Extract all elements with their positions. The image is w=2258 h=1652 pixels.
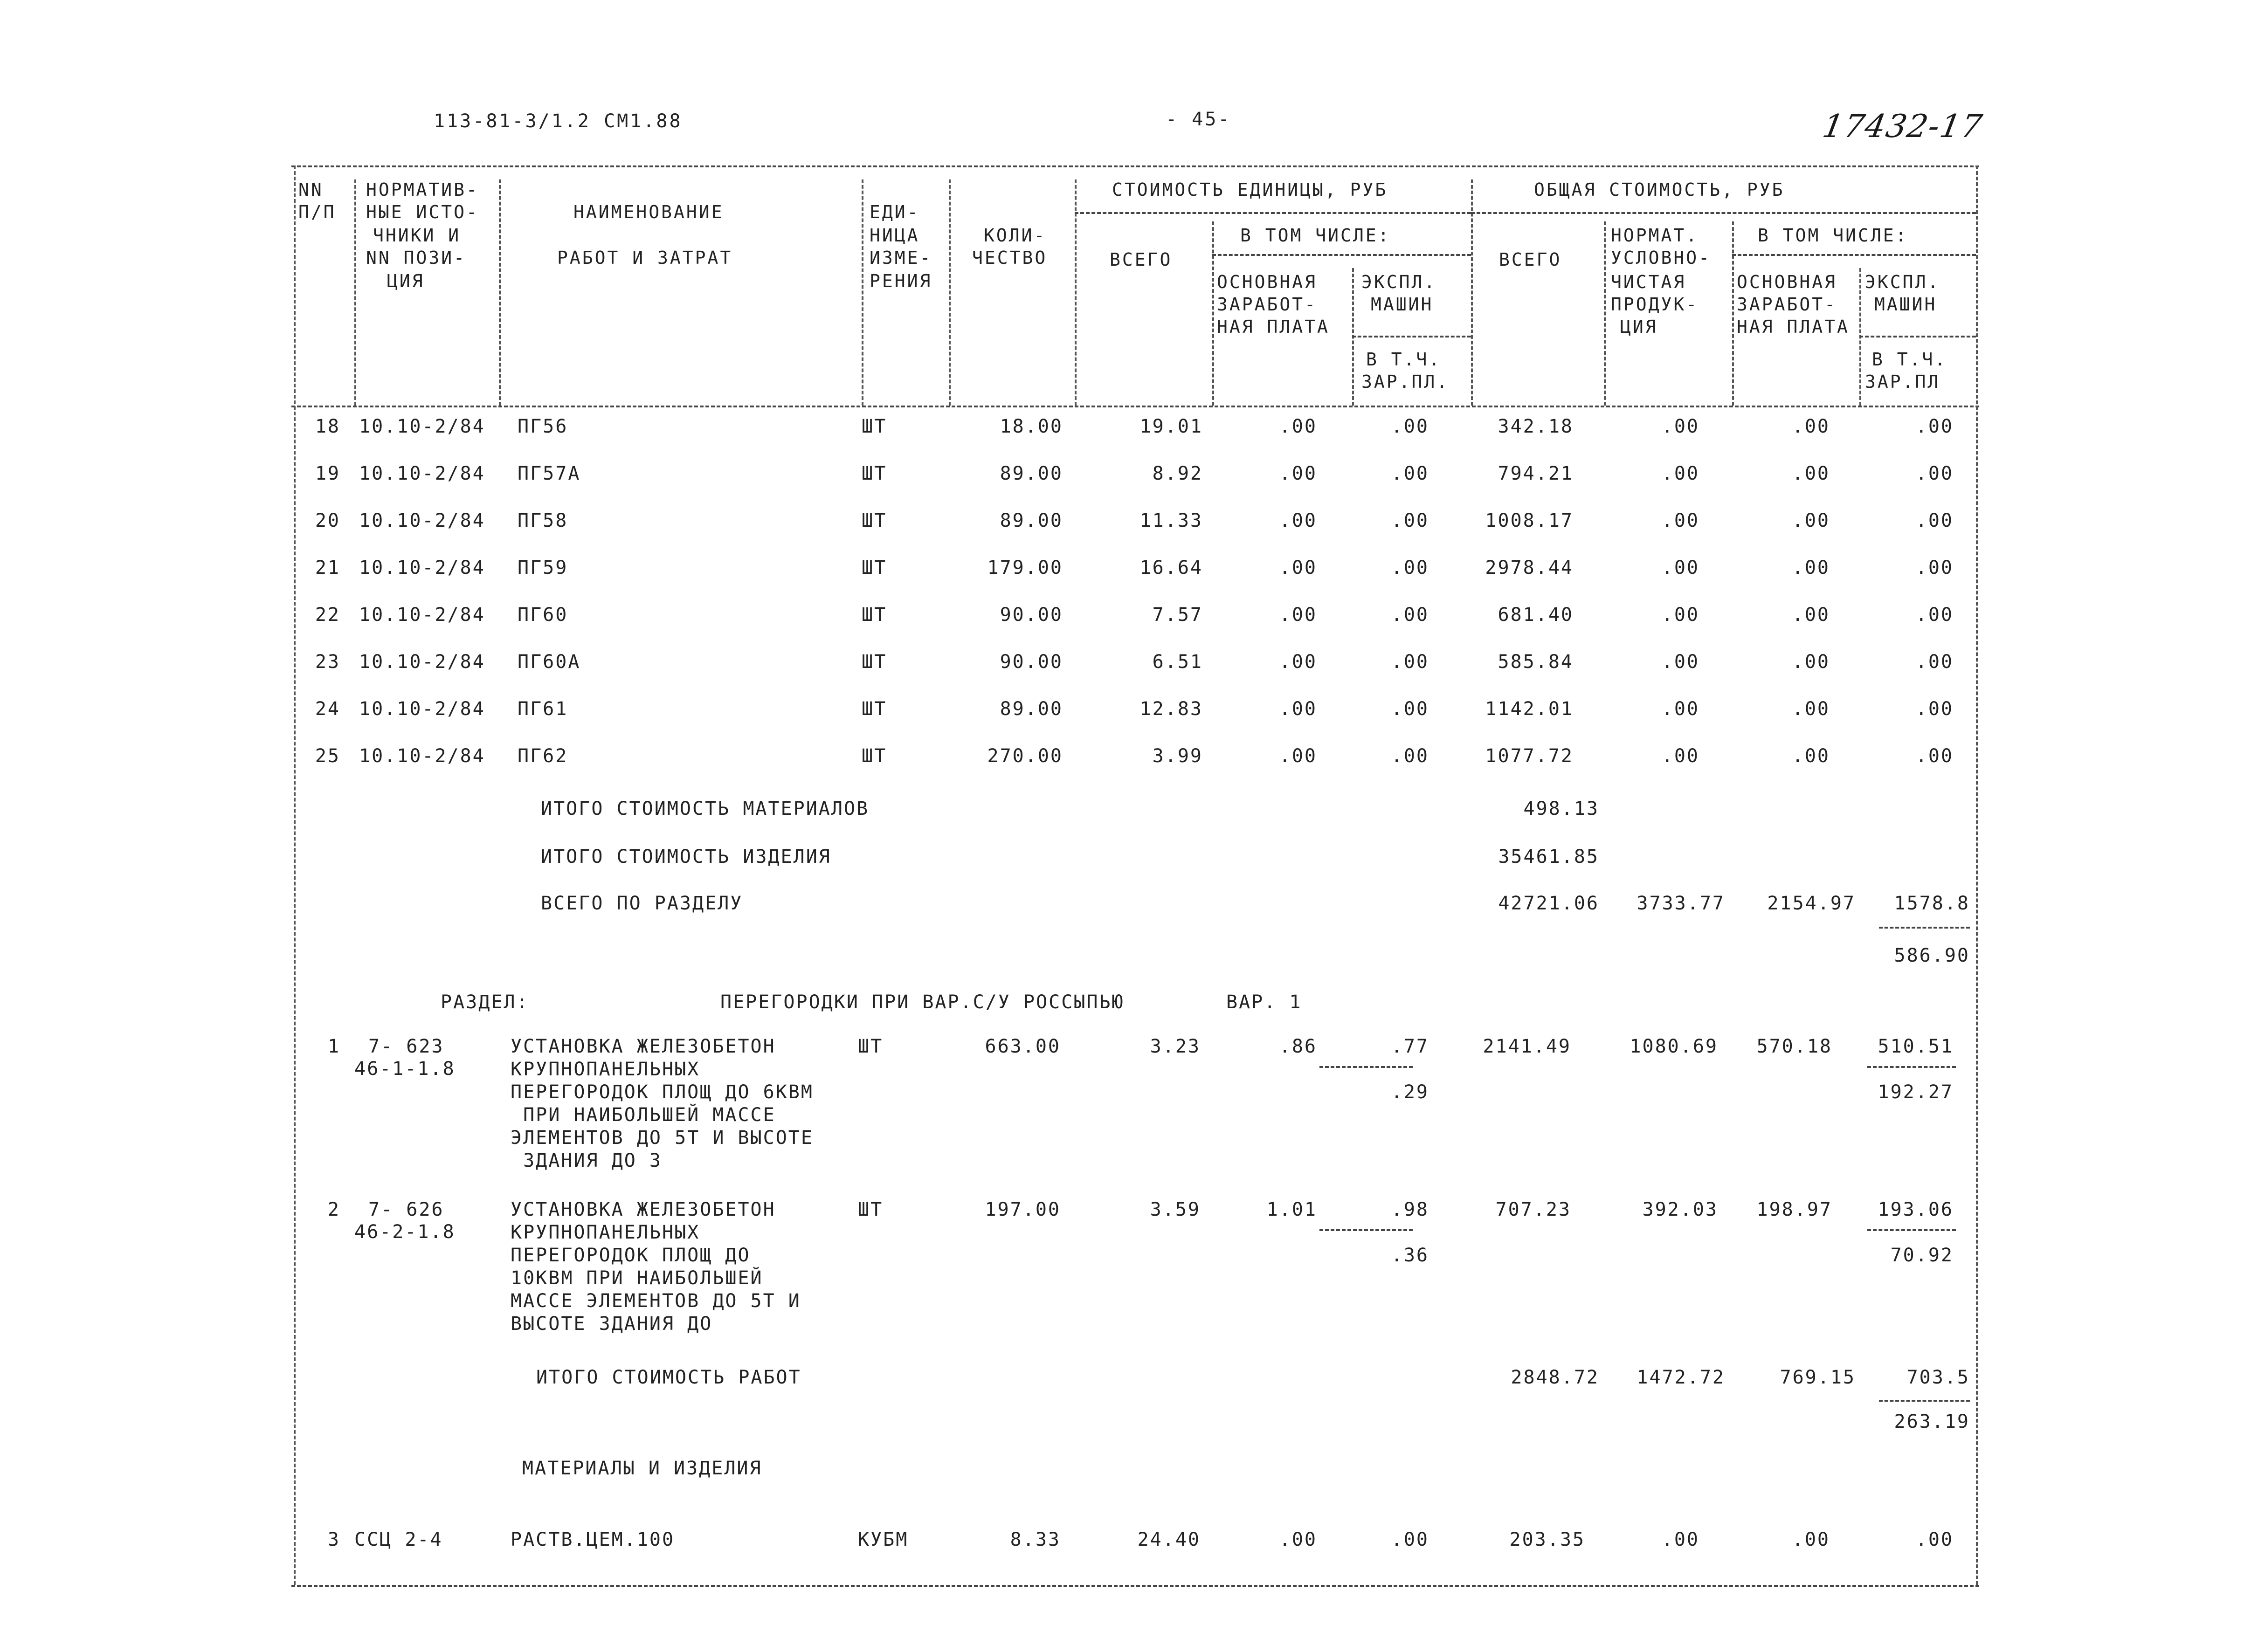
hdr-tc-prod-2: УСЛОВНО-	[1611, 248, 1712, 268]
row-uc-basic: .00	[1279, 698, 1317, 720]
row-number: 21	[315, 557, 340, 578]
item-name-line: ЗДАНИЯ ДО 3	[511, 1150, 662, 1171]
item-norm-ref: 46-2-1.8	[354, 1221, 456, 1243]
item-tc-mach-underline	[1867, 1229, 1956, 1231]
col-sep-norm	[499, 179, 501, 406]
total-products-value: 35461.85	[1498, 846, 1599, 867]
total-materials-value: 498.13	[1523, 798, 1599, 819]
handwritten-stamp: 17432-17	[1820, 108, 1986, 145]
row-number: 23	[315, 651, 340, 673]
item-number: 1	[327, 1036, 340, 1057]
row-qty: 89.00	[1000, 463, 1063, 484]
row-name: ПГ59	[518, 557, 568, 578]
item-tc-basic: 198.97	[1756, 1199, 1832, 1220]
row-name: ПГ56	[518, 416, 568, 437]
total-works-basic: 769.15	[1780, 1367, 1856, 1388]
row-tc-basic: .00	[1792, 745, 1830, 767]
item-uc-total: 3.59	[1150, 1199, 1201, 1220]
hdr-tc-total: ВСЕГО	[1499, 249, 1562, 270]
hdr-qty-1: КОЛИ-	[984, 225, 1047, 246]
row-tc-mach: .00	[1915, 604, 1954, 626]
row-unit: ШТ	[862, 651, 887, 673]
item-uc-basic: 1.01	[1266, 1199, 1317, 1220]
item-tc-prod: 392.03	[1642, 1199, 1718, 1220]
row-uc-total: 7.57	[1152, 604, 1203, 626]
row-uc-mach: .00	[1391, 557, 1429, 578]
item-name-line: ПЕРЕГОРОДОК ПЛОЩ ДО 6КВМ	[511, 1081, 814, 1103]
row-tc-total: 2978.44	[1485, 557, 1574, 578]
frame-left-border	[294, 165, 296, 1585]
item-name-line: ПЕРЕГОРОДОК ПЛОЩ ДО	[511, 1245, 751, 1266]
col-sep-uc-total	[1212, 221, 1214, 406]
row-tc-basic: .00	[1792, 651, 1830, 673]
hdr-uc-basic-1: ОСНОВНАЯ	[1217, 272, 1318, 292]
hdr-uc-total: ВСЕГО	[1110, 249, 1173, 270]
hdr-norm-1: НОРМАТИВ-	[366, 179, 479, 200]
item-name-line: МАССЕ ЭЛЕМЕНТОВ ДО 5Т И	[511, 1290, 801, 1312]
item3-unit: КУБМ	[858, 1529, 909, 1550]
section-total-prod: 3733.77	[1637, 893, 1725, 914]
row-name: ПГ57А	[518, 463, 581, 484]
row-tc-basic: .00	[1792, 698, 1830, 720]
hdr-nn-1: NN	[298, 179, 324, 200]
hdr-uc-mach-1: ЭКСПЛ.	[1361, 272, 1437, 292]
hdr-unit-4: РЕНИЯ	[870, 271, 932, 291]
row-qty: 90.00	[1000, 604, 1063, 626]
hdr-tc-mach-1: ЭКСПЛ.	[1865, 272, 1940, 292]
col-sep-name	[862, 179, 863, 406]
item3-tc-total: 203.35	[1509, 1529, 1585, 1550]
row-tc-basic: .00	[1792, 416, 1830, 437]
row-name: ПГ58	[518, 510, 568, 531]
row-tc-mach: .00	[1915, 745, 1954, 767]
row-uc-mach: .00	[1391, 604, 1429, 626]
hdr-name-1: НАИМЕНОВАНИЕ	[573, 202, 724, 222]
col-sep-nn	[354, 179, 356, 406]
hdr-norm-2: НЫЕ ИСТО-	[366, 202, 479, 222]
item-name-line: 10КВМ ПРИ НАИБОЛЬШЕЙ	[511, 1267, 763, 1289]
section-total-mach-pay: 586.90	[1894, 945, 1970, 966]
row-qty: 90.00	[1000, 651, 1063, 673]
section-total-label: ВСЕГО ПО РАЗДЕЛУ	[541, 893, 743, 914]
total-works-underline	[1879, 1400, 1970, 1402]
item3-uc-mach: .00	[1391, 1529, 1429, 1550]
row-norm: 10.10-2/84	[359, 604, 485, 626]
row-qty: 179.00	[987, 557, 1063, 578]
row-number: 25	[315, 745, 340, 767]
item3-qty: 8.33	[1010, 1529, 1061, 1550]
row-uc-basic: .00	[1279, 557, 1317, 578]
total-materials-label: ИТОГО СТОИМОСТЬ МАТЕРИАЛОВ	[541, 798, 870, 819]
frame-bottom-border	[291, 1585, 1979, 1587]
row-tc-mach: .00	[1915, 698, 1954, 720]
row-uc-total: 16.64	[1139, 557, 1203, 578]
item-number: 2	[327, 1199, 340, 1220]
item-name-line: КРУПНОПАНЕЛЬНЫХ	[511, 1059, 700, 1080]
item-norm-code: 7- 623	[368, 1036, 444, 1057]
item-uc-mach-pay: .36	[1391, 1245, 1429, 1266]
item-name-line: ВЫСОТЕ ЗДАНИЯ ДО	[511, 1313, 713, 1335]
row-tc-total: 1077.72	[1485, 745, 1574, 767]
row-tc-total: 681.40	[1498, 604, 1574, 626]
row-number: 24	[315, 698, 340, 720]
hdr-tc-mach-pay-1: В Т.Ч.	[1872, 349, 1947, 370]
row-tc-total: 1142.01	[1485, 698, 1574, 720]
hdr-tc-prod-5: ЦИЯ	[1620, 317, 1658, 337]
hdr-uc-basic-3: НАЯ ПЛАТА	[1217, 317, 1330, 337]
row-unit: ШТ	[862, 416, 887, 437]
row-uc-basic: .00	[1279, 651, 1317, 673]
row-uc-total: 12.83	[1139, 698, 1203, 720]
row-norm: 10.10-2/84	[359, 510, 485, 531]
row-name: ПГ61	[518, 698, 568, 720]
row-uc-basic: .00	[1279, 510, 1317, 531]
row-uc-total: 11.33	[1139, 510, 1203, 531]
item-tc-mach: 193.06	[1878, 1199, 1954, 1220]
row-uc-basic: .00	[1279, 463, 1317, 484]
row-unit: ШТ	[862, 604, 887, 626]
item-unit: ШТ	[858, 1036, 884, 1057]
row-tc-mach: .00	[1915, 510, 1954, 531]
row-uc-basic: .00	[1279, 745, 1317, 767]
total-works-mach: 703.5	[1906, 1367, 1970, 1388]
row-uc-mach: .00	[1391, 416, 1429, 437]
row-norm: 10.10-2/84	[359, 651, 485, 673]
item-uc-mach-pay: .29	[1391, 1081, 1429, 1103]
total-works-label: ИТОГО СТОИМОСТЬ РАБОТ	[536, 1367, 801, 1388]
hdr-tc-basic-1: ОСНОВНАЯ	[1737, 272, 1837, 292]
hdr-norm-5: ЦИЯ	[387, 271, 425, 291]
doc-code: 113-81-3/1.2 СМ1.88	[434, 110, 683, 132]
row-unit: ШТ	[862, 510, 887, 531]
row-tc-prod: .00	[1661, 698, 1699, 720]
row-uc-mach: .00	[1391, 698, 1429, 720]
section-title: ПЕРЕГОРОДКИ ПРИ ВАР.С/У РОССЫПЬЮ	[720, 991, 1125, 1013]
item-qty: 663.00	[985, 1036, 1061, 1057]
total-products-label: ИТОГО СТОИМОСТЬ ИЗДЕЛИЯ	[541, 846, 831, 867]
row-uc-mach: .00	[1391, 463, 1429, 484]
row-unit: ШТ	[862, 698, 887, 720]
frame-right-border	[1976, 165, 1978, 1585]
hdr-tc-prod-3: ЧИСТАЯ	[1611, 272, 1686, 292]
row-tc-mach: .00	[1915, 557, 1954, 578]
item-tc-prod: 1080.69	[1630, 1036, 1718, 1057]
section-label: РАЗДЕЛ:	[441, 991, 529, 1013]
row-tc-basic: .00	[1792, 557, 1830, 578]
row-unit: ШТ	[862, 463, 887, 484]
item3-name: РАСТВ.ЦЕМ.100	[511, 1529, 675, 1550]
hdr-norm-4: NN ПОЗИ-	[366, 248, 467, 268]
row-uc-total: 6.51	[1152, 651, 1203, 673]
item3-tc-basic: .00	[1792, 1529, 1830, 1550]
item-norm-code: 7- 626	[368, 1199, 444, 1220]
hdr-name-2: РАБОТ И ЗАТРАТ	[557, 248, 733, 268]
row-uc-mach: .00	[1391, 745, 1429, 767]
hdr-uc-incl: В ТОМ ЧИСЛЕ:	[1240, 225, 1391, 246]
col-sep-tc-total	[1604, 221, 1606, 406]
hdr-unit-cost-title: СТОИМОСТЬ ЕДИНИЦЫ, РУБ	[1112, 179, 1388, 200]
uc-title-underline	[1075, 212, 1471, 214]
row-number: 18	[315, 416, 340, 437]
item-name-line: КРУПНОПАНЕЛЬНЫХ	[511, 1222, 700, 1243]
hdr-unit-3: ИЗМЕ-	[870, 248, 932, 268]
item-name-line: УСТАНОВКА ЖЕЛЕЗОБЕТОН	[511, 1036, 776, 1057]
row-tc-total: 585.84	[1498, 651, 1574, 673]
tc-title-underline	[1471, 212, 1976, 214]
hdr-norm-3: ЧНИКИ И	[373, 225, 461, 246]
hdr-uc-mach-pay-2: ЗАР.ПЛ.	[1361, 372, 1450, 392]
row-tc-basic: .00	[1792, 510, 1830, 531]
row-qty: 89.00	[1000, 698, 1063, 720]
row-number: 20	[315, 510, 340, 531]
row-qty: 270.00	[987, 745, 1063, 767]
item-uc-mach-underline	[1319, 1229, 1413, 1231]
hdr-tc-basic-3: НАЯ ПЛАТА	[1737, 317, 1850, 337]
tc-incl-underline	[1732, 254, 1976, 256]
page-number: - 45-	[1166, 109, 1231, 130]
total-works-value: 2848.72	[1511, 1367, 1599, 1388]
hdr-uc-basic-2: ЗАРАБОТ-	[1217, 294, 1318, 315]
row-tc-prod: .00	[1661, 651, 1699, 673]
hdr-uc-mach-pay-1: В Т.Ч.	[1366, 349, 1442, 370]
item3-tc-mach: .00	[1915, 1529, 1954, 1550]
row-qty: 18.00	[1000, 416, 1063, 437]
row-name: ПГ60	[518, 604, 568, 626]
hdr-qty-2: ЧЕСТВО	[972, 248, 1048, 268]
row-tc-total: 342.18	[1498, 416, 1574, 437]
item-tc-mach-underline	[1867, 1066, 1956, 1068]
row-number: 22	[315, 604, 340, 626]
row-tc-prod: .00	[1661, 510, 1699, 531]
row-norm: 10.10-2/84	[359, 416, 485, 437]
uc-incl-underline	[1212, 254, 1471, 256]
hdr-tc-incl: В ТОМ ЧИСЛЕ:	[1758, 225, 1908, 246]
hdr-tc-prod-1: НОРМАТ.	[1611, 225, 1699, 246]
row-norm: 10.10-2/84	[359, 698, 485, 720]
item-norm-ref: 46-1-1.8	[354, 1058, 456, 1080]
hdr-unit-2: НИЦА	[870, 225, 920, 246]
section-total-underline	[1879, 927, 1970, 929]
row-uc-basic: .00	[1279, 416, 1317, 437]
row-tc-prod: .00	[1661, 745, 1699, 767]
total-works-prod: 1472.72	[1637, 1367, 1725, 1388]
row-norm: 10.10-2/84	[359, 557, 485, 578]
item3-tc-prod: .00	[1661, 1529, 1699, 1550]
hdr-tc-mach-2: МАШИН	[1874, 294, 1937, 315]
item-uc-mach-underline	[1319, 1066, 1413, 1068]
item-tc-mach-pay: 192.27	[1878, 1081, 1954, 1103]
section-total-mach: 1578.8	[1894, 893, 1970, 914]
hdr-nn-2: П/П	[298, 202, 336, 222]
section-total-basic: 2154.97	[1767, 893, 1856, 914]
row-uc-basic: .00	[1279, 604, 1317, 626]
hdr-tc-basic-2: ЗАРАБОТ-	[1737, 294, 1837, 315]
item-name-line: ЭЛЕМЕНТОВ ДО 5Т И ВЫСОТЕ	[511, 1127, 814, 1149]
hdr-unit-1: ЕДИ-	[870, 202, 920, 222]
item-uc-mach: .77	[1391, 1036, 1429, 1057]
row-tc-prod: .00	[1661, 557, 1699, 578]
item-tc-basic: 570.18	[1756, 1036, 1832, 1057]
row-uc-total: 3.99	[1152, 745, 1203, 767]
item3-uc-total: 24.40	[1137, 1529, 1201, 1550]
row-tc-basic: .00	[1792, 463, 1830, 484]
row-uc-total: 19.01	[1139, 416, 1203, 437]
item-uc-mach: .98	[1391, 1199, 1429, 1220]
row-unit: ШТ	[862, 745, 887, 767]
row-tc-total: 794.21	[1498, 463, 1574, 484]
hdr-tc-mach-pay-2: ЗАР.ПЛ	[1865, 372, 1940, 392]
row-number: 19	[315, 463, 340, 484]
row-uc-mach: .00	[1391, 651, 1429, 673]
item-qty: 197.00	[985, 1199, 1061, 1220]
col-sep-tc-prod	[1732, 221, 1734, 406]
row-tc-prod: .00	[1661, 416, 1699, 437]
hdr-total-cost-title: ОБЩАЯ СТОИМОСТЬ, РУБ	[1534, 179, 1785, 200]
row-tc-basic: .00	[1792, 604, 1830, 626]
row-tc-mach: .00	[1915, 416, 1954, 437]
uc-mach-underline	[1352, 336, 1471, 337]
item3-uc-basic: .00	[1279, 1529, 1317, 1550]
row-tc-mach: .00	[1915, 463, 1954, 484]
hdr-uc-mach-2: МАШИН	[1371, 294, 1434, 315]
item-unit: ШТ	[858, 1199, 884, 1220]
item-tc-mach: 510.51	[1878, 1036, 1954, 1057]
item3-number: 3	[327, 1529, 340, 1550]
row-norm: 10.10-2/84	[359, 745, 485, 767]
item-name-line: УСТАНОВКА ЖЕЛЕЗОБЕТОН	[511, 1199, 776, 1220]
row-uc-mach: .00	[1391, 510, 1429, 531]
header-separator	[291, 406, 1979, 407]
section-total-value: 42721.06	[1498, 893, 1599, 914]
materials-heading: МАТЕРИАЛЫ И ИЗДЕЛИЯ	[522, 1458, 762, 1479]
tc-mach-underline	[1859, 336, 1976, 337]
row-unit: ШТ	[862, 557, 887, 578]
row-name: ПГ60А	[518, 651, 581, 673]
item3-norm: ССЦ 2-4	[354, 1529, 443, 1550]
row-tc-prod: .00	[1661, 463, 1699, 484]
section-variant: ВАР. 1	[1226, 991, 1302, 1013]
item-tc-total: 707.23	[1495, 1199, 1571, 1220]
hdr-tc-prod-4: ПРОДУК-	[1611, 294, 1699, 315]
row-qty: 89.00	[1000, 510, 1063, 531]
row-tc-prod: .00	[1661, 604, 1699, 626]
row-tc-total: 1008.17	[1485, 510, 1574, 531]
row-norm: 10.10-2/84	[359, 463, 485, 484]
item-name-line: ПРИ НАИБОЛЬШЕЙ МАССЕ	[511, 1104, 776, 1126]
row-uc-total: 8.92	[1152, 463, 1203, 484]
item-uc-total: 3.23	[1150, 1036, 1201, 1057]
col-sep-unit	[949, 179, 951, 406]
row-tc-mach: .00	[1915, 651, 1954, 673]
item-tc-mach-pay: 70.92	[1890, 1245, 1954, 1266]
row-name: ПГ62	[518, 745, 568, 767]
item-uc-basic: .86	[1279, 1036, 1317, 1057]
item-tc-total: 2141.49	[1483, 1036, 1571, 1057]
frame-top-border	[291, 165, 1979, 167]
total-works-mach-pay: 263.19	[1894, 1411, 1970, 1432]
